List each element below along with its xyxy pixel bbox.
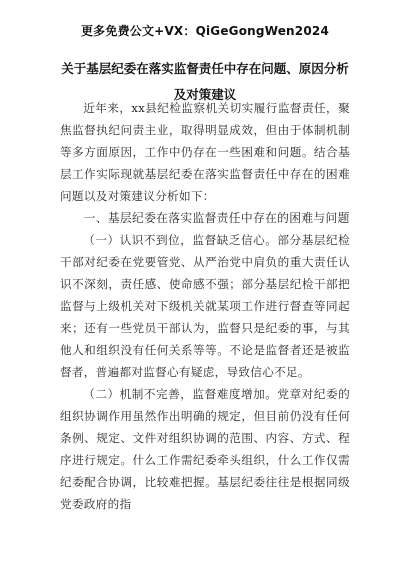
promo-header: 更多免费公文+VX：QiGeGongWen2024 (80, 24, 329, 38)
paragraph-2: （二）机制不完善，监督难度增加。党章对纪委的组织协调作用虽然作出明确的规定，但目前仍没有任何条例、规定、文件对组织协调的范围、内容、方式、程序进行规定。什么工作需纪委牵头组织，什么工作仅需纪委配合协调，比较难把握。基层纪委往往是根据同级党委政府的指 (60, 387, 350, 511)
intro-paragraph: 近年来，xx县纪检监察机关切实履行监督责任，聚焦监督执纪问责主业，取得明显成效，但由于体制机制等多方面原因，工作中仍存在一些困难和问题。结合基层工作实际现就基层纪委在落实监督责任中存在的困难问题以及对策建议分析如下： (60, 101, 350, 203)
document-body (60, 97, 350, 515)
section-heading: 一、基层纪委在落实监督责任中存在的困难与问题 (83, 211, 350, 225)
document-title: 关于基层纪委在落实监督责任中存在问题、原因分析及对策建议 (61, 61, 349, 102)
paragraph-1: （一）认识不到位，监督缺乏信心。部分基层纪检干部对纪委在党要管党、从严治党中肩负的重大责任认识不深刻，责任感、使命感不强；部分基层纪检干部把监督与上级机关对下级机关就某项工作进行督查等同起来；还有一些党员干部认为，监督只是纪委的事，与其他人和组织没有任何关系等等。不论是监督者还是被监督者，普遍都对监督心有疑虑，导致信心不足。 (60, 233, 350, 379)
